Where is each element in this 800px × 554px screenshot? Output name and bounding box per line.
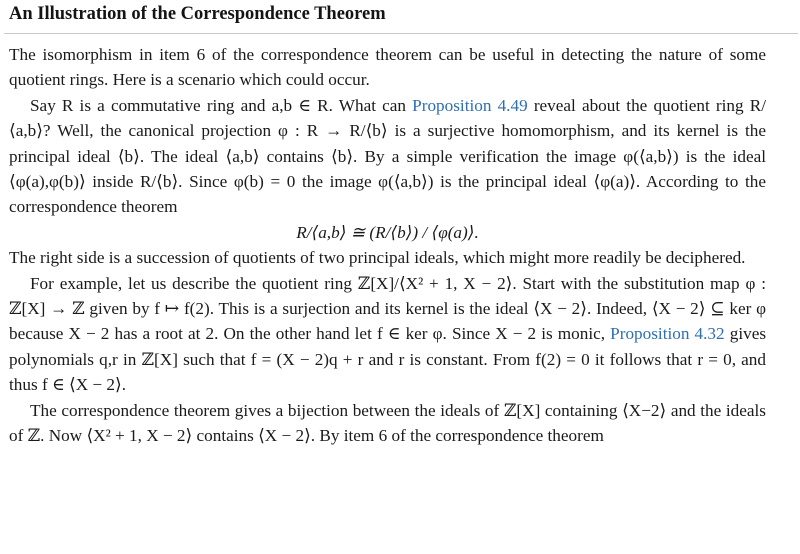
scenario-text-before-link: Say R is a commutative ring and a,b ∈ R. What can [30, 95, 413, 115]
display-equation-text: R/⟨a,b⟩ ≅ (R/⟨b⟩) / ⟨φ(a)⟩. [296, 222, 479, 242]
paragraph-bijection: The correspondence theorem gives a bijection between the ideals of ℤ[X] containing ⟨X−2⟩ and the ideals of ℤ. Now ⟨X² + 1, X − 2⟩ contains ⟨X − 2⟩. By item 6 of the correspondence theorem [9, 400, 766, 446]
paragraph-right-side: The right side is a succession of quotients of two principal ideals, which might more readily be deciphered. [9, 248, 746, 268]
document-body [9, 42, 766, 449]
proposition-4-32-link[interactable]: Proposition 4.32 [610, 324, 725, 344]
proposition-4-49-link[interactable]: Proposition 4.49 [412, 95, 528, 115]
example-text-after-link: gives polynomials q,r in ℤ[X] such that f = (X − 2)q + r and r is constant. From f(2) = 0 it follows that r = 0, and thus f ∈ ⟨X − 2⟩. [9, 324, 767, 395]
heading-divider [4, 33, 798, 34]
scenario-text-after-link: reveal about the quotient ring R/⟨a,b⟩? Well, the canonical projection φ : R → R/⟨b⟩ is a surjective homomorphism, and its kernel is the principal ideal ⟨b⟩. The ideal ⟨a,b⟩ contains ⟨b⟩. By a simple verification the image φ(⟨a,b⟩) is the ideal ⟨φ(a),φ(b)⟩ inside R/⟨b⟩. Since φ(b) = 0 the image φ(⟨a,b⟩) is the principal ideal ⟨φ(a)⟩. According to the correspondence theorem [9, 95, 767, 217]
example-text-before-link: For example, let us describe the quotient ring ℤ[X]/⟨X² + 1, X − 2⟩. Start with the substitution map φ : ℤ[X] → ℤ given by f ↦ f(2). This is a surjection and its kernel is the ideal ⟨X − 2⟩. Indeed, ⟨X − 2⟩ ⊆ ker φ because X − 2 has a root at 2. On the other hand let f ∈ ker φ. Since X − 2 is monic, [9, 273, 766, 344]
paragraph-example [9, 271, 766, 398]
paragraph-intro: The isomorphism in item 6 of the correspondence theorem can be useful in detecting the nature of some quotient rings. Here is a scenario which could occur. [9, 45, 766, 90]
display-equation [9, 220, 766, 245]
paragraph-scenario [9, 93, 766, 220]
section-heading: An Illustration of the Correspondence Theorem [9, 4, 386, 24]
